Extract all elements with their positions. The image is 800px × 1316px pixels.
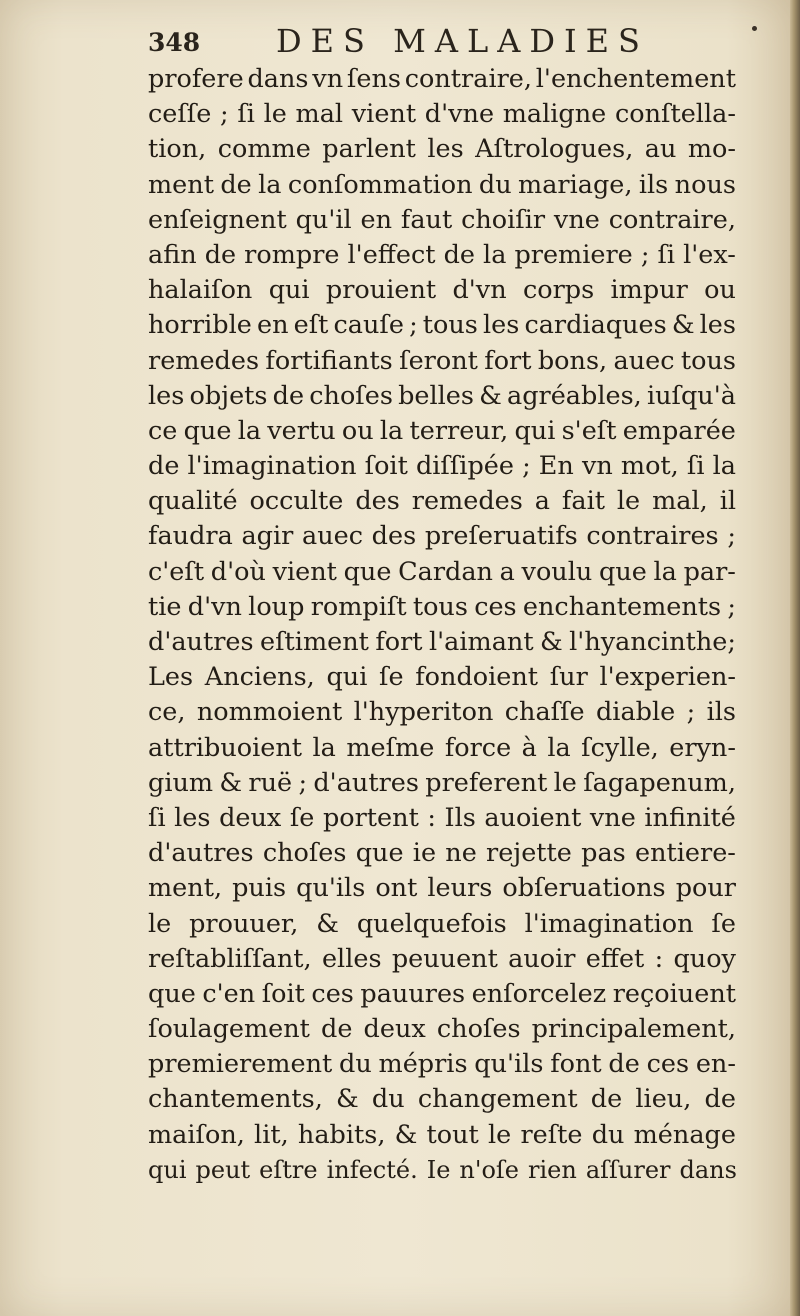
text-line: que c'en ſoit ces pauures enſorcelez reçoiuent [148,978,736,1009]
text-line: remedes fortifiants ſeront fort bons, auec tous [148,345,736,376]
text-line: ce que la vertu ou la terreur, qui s'eſt emparée [148,415,736,446]
text-line: tion, comme parlent les Aſtrologues, au mo- [148,134,736,165]
text-line: Les Anciens, qui ſe fondoient ſur l'experien- [148,662,736,693]
text-line: ment de la conſommation du mariage, ils nous [148,169,736,200]
page-edge [790,0,800,1316]
text-line: reſtabliſſant, elles peuuent auoir effet : quoy [148,943,736,974]
text-line: de l'imagination ſoit diſſipée ; En vn mot, ſi la [148,451,736,482]
text-line: halaiſon qui prouient d'vn corps impur ou [148,275,736,306]
text-line: horrible en eſt cauſe ; tous les cardiaques & les [148,310,736,341]
text-line: enſeignent qu'il en faut choiſir vne contraire, [148,204,736,235]
text-line: ment, puis qu'ils ont leurs obſeruations pour [148,873,736,904]
text-line: ſi les deux ſe portent : Ils auoient vne infinité [148,802,736,833]
ink-speck [752,26,757,31]
text-line: maiſon, lit, habits, & tout le reſte du ménage [148,1119,736,1150]
text-line: gium & ruë ; d'autres preferent le ſagapenum, [148,767,736,798]
text-line: attribuoient la meſme force à la ſcylle, eryn- [148,732,736,763]
text-line: afin de rompre l'effect de la premiere ; ſi l'ex- [148,239,736,270]
running-head [148,22,748,62]
text-line: qui peut eſtre infecté. Ie n'oſe rien aſſurer dans [148,1155,737,1184]
text-line: premierement du mépris qu'ils font de ces en- [148,1049,736,1080]
text-line: d'autres choſes que ie ne rejette pas entiere- [148,838,736,869]
text-line: qualité occulte des remedes a fait le mal, il [148,486,736,517]
page-number: 348 [148,28,201,57]
text-line: ceſſe ; ſi le mal vient d'vne maligne conſtella- [148,99,736,130]
text-line: ſoulagement de deux choſes principalement, [148,1014,736,1045]
text-line: d'autres eſtiment fort l'aimant & l'hyancinthe; [148,627,736,657]
text-line: chantements, & du changement de lieu, de [148,1084,736,1115]
text-line: c'eſt d'où vient que Cardan a voulu que la par- [148,556,736,587]
text-line: tie d'vn loup rompiſt tous ces enchantements ; [148,591,736,622]
running-title: DES MALADIES [276,22,649,60]
text-line: les objets de choſes belles & agréables, iuſqu'à [148,380,736,411]
text-line: profere dans vn ſens contraire, l'enchentement [148,64,736,94]
text-line: faudra agir auec des preſeruatifs contraires ; [148,521,736,552]
text-line: le prouuer, & quelquefois l'imagination ſe [148,908,736,939]
text-line: ce, nommoient l'hyperiton chaſſe diable ; ils [148,697,736,728]
body-text [148,62,736,1188]
